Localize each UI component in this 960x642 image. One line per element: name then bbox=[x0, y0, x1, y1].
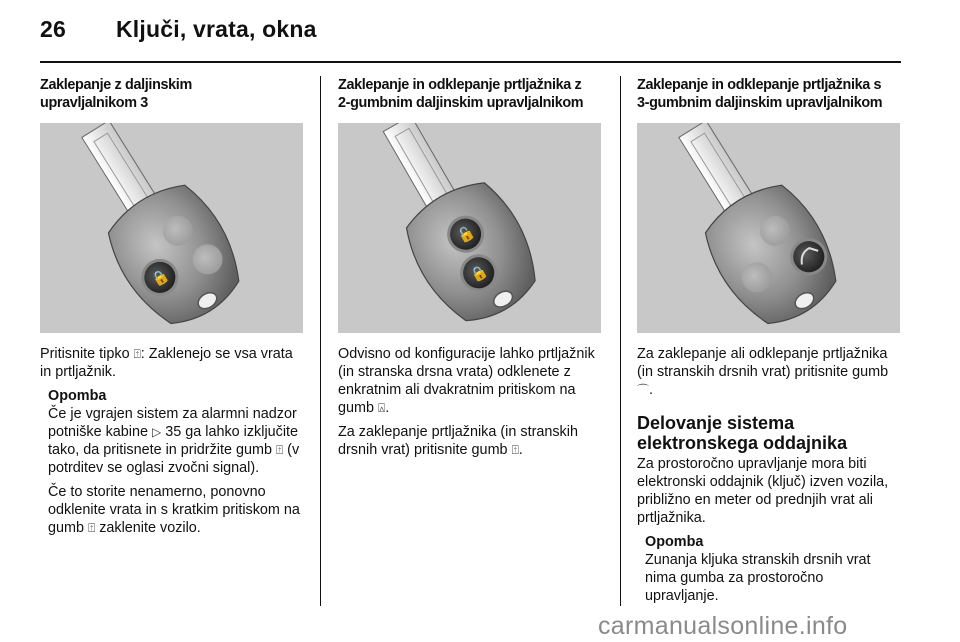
section-heading: 3-gumbnim daljinskim upravljalnikom bbox=[637, 94, 883, 111]
section-heading: Zaklepanje in odklepanje prtljažnika s bbox=[637, 77, 882, 93]
paragraph: Odvisno od konfiguracije lahko prtljažnik (in stranska drsna vrata) odklenete z enkratnim ali dvakratnim pritiskom na gumb ⍓. bbox=[338, 346, 595, 416]
lock-button-icon: ⍐ bbox=[88, 521, 96, 535]
note-title: Opomba bbox=[645, 534, 704, 550]
paragraph: Če je vgrajen sistem za alarmni nadzor potniške kabine ▷ 35 ga lahko izključite tako, da pritisnete in pridržite gumb ⍐ (v potrditev se oglasi zvočni signal). bbox=[48, 406, 300, 476]
section-heading: 2-gumbnim daljinskim upravljalnikom bbox=[338, 94, 584, 111]
paragraph: Če to storite nenamerno, ponovno odklenite vrata in s kratkim pritiskom na gumb ⍐ zaklenite vozilo. bbox=[48, 484, 300, 536]
section-heading: Zaklepanje z daljinskim bbox=[40, 77, 192, 93]
column-1-body bbox=[40, 345, 303, 543]
svg-text:🔒: 🔒 bbox=[148, 266, 173, 290]
page-ref-arrow-icon: ▷ bbox=[152, 425, 162, 439]
unlock-button-icon: ⍓ bbox=[378, 401, 386, 415]
watermark: carmanualsonline.info bbox=[598, 612, 848, 640]
remote-key-3-button-illustration bbox=[40, 123, 303, 333]
svg-text:🔓: 🔓 bbox=[454, 223, 478, 247]
lock-button-icon: ⍐ bbox=[133, 347, 141, 361]
remote-key-2-button-illustration bbox=[338, 123, 601, 333]
paragraph: Zunanja kljuka stranskih drsnih vrat nima gumba za prostoročno upravljanje. bbox=[645, 552, 871, 604]
header-rule bbox=[40, 61, 901, 63]
column-heading-1 bbox=[40, 77, 303, 112]
column-3-body bbox=[637, 345, 900, 611]
column-divider bbox=[320, 76, 321, 606]
tailgate-button-icon: ⌒ bbox=[637, 383, 650, 397]
paragraph: Za zaklepanje ali odklepanje prtljažnika (in stranskih drsnih vrat) pritisnite gumb ⌒. bbox=[637, 346, 889, 398]
note-box bbox=[645, 533, 900, 605]
paragraph: Pritisnite tipko ⍐: Zaklenejo se vsa vrata in prtljažnik. bbox=[40, 346, 293, 380]
note-title: Opomba bbox=[48, 388, 107, 404]
column-2-body bbox=[338, 345, 601, 465]
column-heading-3 bbox=[637, 77, 900, 112]
remote-key-3-button-tailgate-illustration bbox=[637, 123, 900, 333]
chapter-title: Ključi, vrata, okna bbox=[116, 16, 317, 42]
lock-button-icon: ⍐ bbox=[275, 443, 284, 457]
column-heading-2 bbox=[338, 77, 601, 112]
paragraph: Za zaklepanje prtljažnika (in stranskih drsnih vrat) pritisnite gumb ⍐. bbox=[338, 424, 578, 458]
section-heading: Zaklepanje in odklepanje prtljažnika z bbox=[338, 77, 582, 93]
paragraph: Za prostoročno upravljanje mora biti elektronski oddajnik (ključ) izven vozila, približno en meter od prednjih vrat ali prtljažnika. bbox=[637, 456, 889, 526]
section-heading: upravljalnikom 3 bbox=[40, 94, 148, 111]
svg-text:🔒: 🔒 bbox=[467, 262, 491, 285]
page-number: 26 bbox=[40, 16, 66, 42]
page-header bbox=[40, 16, 317, 43]
column-divider bbox=[620, 76, 621, 606]
subsection-heading: Delovanje sistema elektronskega oddajnika bbox=[637, 413, 848, 453]
note-box bbox=[48, 387, 303, 537]
lock-button-icon: ⍐ bbox=[511, 443, 519, 457]
